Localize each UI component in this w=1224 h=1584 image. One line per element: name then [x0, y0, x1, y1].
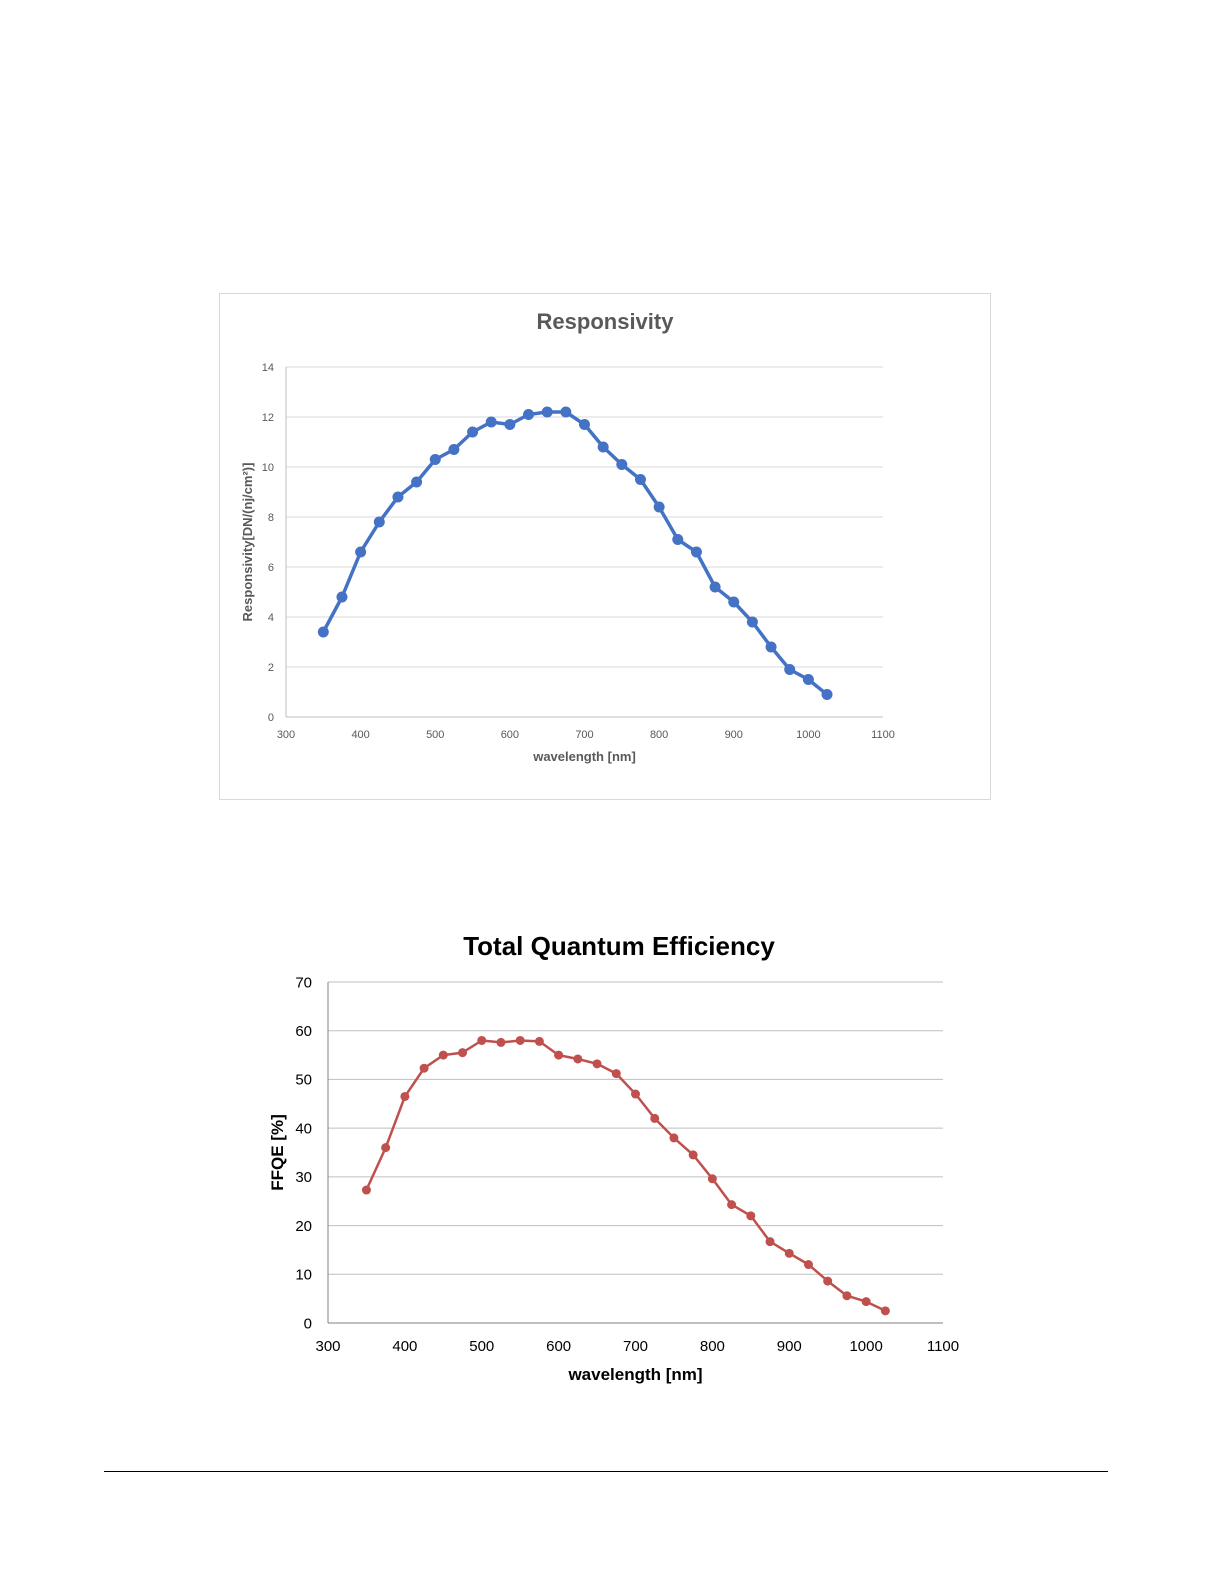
responsivity-x-tick-label: 1100 [871, 729, 895, 741]
qe-x-tick-label: 400 [392, 1338, 418, 1355]
qe-data-point [881, 1306, 890, 1315]
qe-y-tick-label: 50 [295, 1071, 312, 1089]
qe-data-point [842, 1291, 851, 1300]
qe-data-point [535, 1037, 544, 1046]
responsivity-x-tick-label: 800 [649, 729, 669, 741]
responsivity-title: Responsivity [536, 309, 674, 334]
qe-data-point [669, 1133, 678, 1142]
responsivity-y-tick-label: 12 [261, 411, 274, 424]
responsivity-y-tick-label: 14 [261, 361, 274, 374]
qe-x-tick-label: 600 [546, 1338, 572, 1355]
qe-data-point [593, 1059, 602, 1068]
responsivity-y-tick-label: 10 [261, 461, 274, 474]
qe-data-point [766, 1237, 775, 1246]
qe-data-point [862, 1297, 871, 1306]
qe-data-point [650, 1114, 659, 1123]
qe-data-point [439, 1051, 448, 1060]
responsivity-x-tick-label: 500 [426, 729, 445, 741]
qe-data-point [631, 1090, 640, 1099]
qe-data-point [458, 1048, 467, 1057]
responsivity-y-tick-label: 2 [267, 661, 274, 674]
responsivity-y-tick-label: 0 [267, 711, 274, 724]
responsivity-x-tick-label: 600 [500, 729, 520, 741]
qe-data-point [477, 1036, 486, 1045]
responsivity-x-axis-label: wavelength [nm] [533, 749, 636, 764]
qe-data-point [746, 1211, 755, 1220]
qe-data-point [381, 1143, 390, 1152]
qe-data-point [689, 1150, 698, 1159]
qe-data-point [362, 1186, 371, 1195]
qe-y-tick-label: 60 [295, 1022, 312, 1040]
qe-data-point [400, 1092, 409, 1101]
qe-x-tick-label: 900 [776, 1338, 802, 1355]
qe-x-axis-label: wavelength [nm] [568, 1365, 703, 1384]
qe-y-tick-label: 70 [295, 974, 312, 992]
qe-data-point [823, 1277, 832, 1286]
responsivity-x-tick-label: 400 [351, 729, 370, 741]
qe-x-tick-label: 800 [699, 1338, 725, 1355]
qe-data-point [785, 1249, 794, 1258]
qe-data-point [612, 1069, 621, 1078]
qe-data-point [420, 1064, 429, 1073]
qe-data-point [516, 1036, 525, 1045]
qe-data-point [573, 1054, 582, 1063]
qe-series-line [366, 1041, 885, 1311]
responsivity-x-tick-label: 700 [575, 729, 594, 741]
qe-y-tick-label: 0 [303, 1315, 312, 1333]
responsivity-y-tick-label: 4 [267, 611, 274, 624]
qe-title: Total Quantum Efficiency [463, 931, 775, 961]
qe-x-tick-label: 1000 [849, 1338, 883, 1355]
responsivity-x-tick-label: 300 [276, 729, 296, 741]
qe-y-axis-label: FFQE [%] [268, 1114, 287, 1191]
responsivity-x-tick-label: 900 [724, 729, 743, 741]
responsivity-x-tick-label: 1000 [796, 729, 821, 741]
qe-x-tick-label: 1100 [926, 1338, 960, 1355]
qe-data-point [727, 1200, 736, 1209]
qe-data-point [804, 1260, 813, 1269]
qe-y-tick-label: 20 [295, 1217, 312, 1235]
qe-x-tick-label: 500 [469, 1338, 495, 1355]
qe-y-tick-label: 30 [295, 1169, 312, 1187]
responsivity-y-axis-label: Responsivity[DN/(nj/cm²)] [240, 462, 255, 622]
qe-y-tick-label: 10 [295, 1266, 312, 1284]
qe-data-point [496, 1038, 505, 1047]
qe-x-tick-label: 700 [622, 1338, 649, 1355]
qe-x-tick-label: 300 [315, 1338, 341, 1355]
qe-data-point [708, 1174, 717, 1183]
qe-y-tick-label: 40 [295, 1120, 312, 1138]
responsivity-y-tick-label: 8 [267, 511, 274, 524]
qe-data-point [554, 1051, 563, 1060]
footer-rule [104, 1471, 1108, 1472]
responsivity-y-tick-label: 6 [267, 561, 274, 574]
